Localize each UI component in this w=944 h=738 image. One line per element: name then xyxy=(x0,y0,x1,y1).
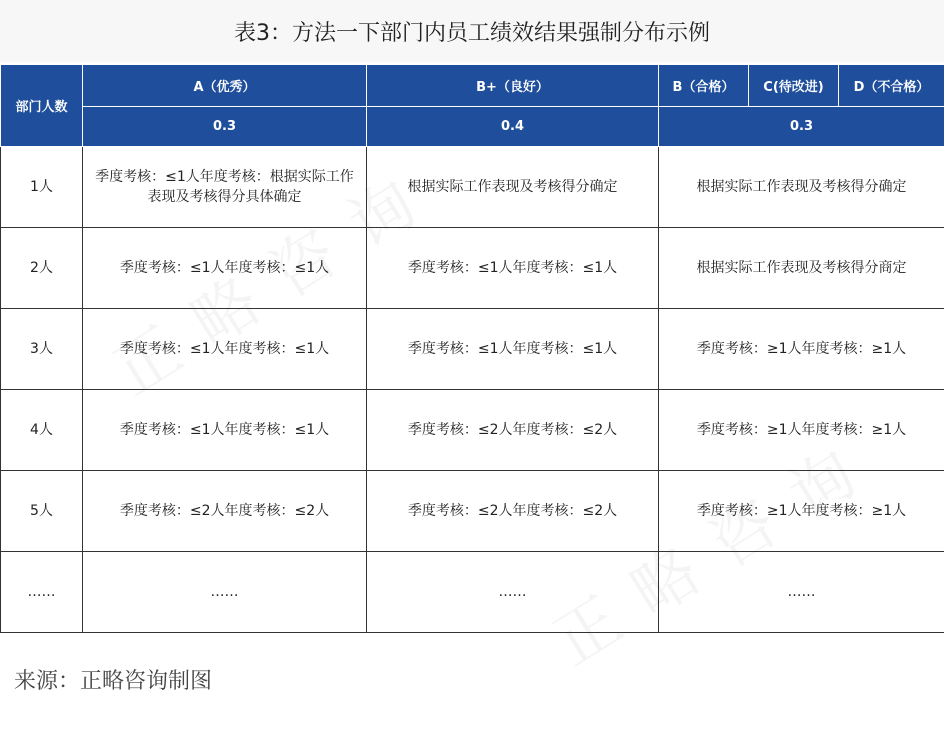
cell-bplus: 季度考核：≤1人年度考核：≤1人 xyxy=(367,309,659,390)
cell-bcd: 根据实际工作表现及考核得分确定 xyxy=(659,147,944,228)
cell-a: 季度考核：≤2人年度考核：≤2人 xyxy=(83,471,367,552)
cell-dept: 2人 xyxy=(1,228,83,309)
cell-bplus: 根据实际工作表现及考核得分确定 xyxy=(367,147,659,228)
distribution-table xyxy=(0,64,944,633)
cell-dept: …… xyxy=(1,552,83,633)
header-grade-d: D（不合格） xyxy=(839,65,944,107)
table-row xyxy=(1,552,944,633)
cell-dept: 3人 xyxy=(1,309,83,390)
cell-bcd: 根据实际工作表现及考核得分商定 xyxy=(659,228,944,309)
source-note: 来源：正略咨询制图 xyxy=(14,669,213,694)
header-grade-c: C(待改进) xyxy=(749,65,839,107)
header-grade-b: B（合格） xyxy=(659,65,749,107)
cell-bplus: …… xyxy=(367,552,659,633)
cell-bplus: 季度考核：≤1人年度考核：≤1人 xyxy=(367,228,659,309)
cell-dept: 4人 xyxy=(1,390,83,471)
ratio-a: 0.3 xyxy=(83,107,367,147)
header-dept: 部门人数 xyxy=(1,65,83,147)
ratio-bcd: 0.3 xyxy=(659,107,944,147)
ratio-bplus: 0.4 xyxy=(367,107,659,147)
cell-a: 季度考核：≤1人年度考核：≤1人 xyxy=(83,309,367,390)
cell-bcd: 季度考核：≥1人年度考核：≥1人 xyxy=(659,471,944,552)
cell-a: 季度考核：≤1人年度考核：根据实际工作表现及考核得分具体确定 xyxy=(83,147,367,228)
cell-dept: 1人 xyxy=(1,147,83,228)
cell-a: 季度考核：≤1人年度考核：≤1人 xyxy=(83,228,367,309)
cell-bplus: 季度考核：≤2人年度考核：≤2人 xyxy=(367,390,659,471)
cell-a: 季度考核：≤1人年度考核：≤1人 xyxy=(83,390,367,471)
table-row xyxy=(1,471,944,552)
header-grade-a: A（优秀） xyxy=(83,65,367,107)
cell-a: …… xyxy=(83,552,367,633)
table-row xyxy=(1,147,944,228)
cell-bcd: …… xyxy=(659,552,944,633)
table-row xyxy=(1,390,944,471)
cell-bplus: 季度考核：≤2人年度考核：≤2人 xyxy=(367,471,659,552)
header-grade-bplus: B+（良好） xyxy=(367,65,659,107)
cell-bcd: 季度考核：≥1人年度考核：≥1人 xyxy=(659,390,944,471)
cell-dept: 5人 xyxy=(1,471,83,552)
table-title: 表3：方法一下部门内员工绩效结果强制分布示例 xyxy=(0,0,944,62)
table-row xyxy=(1,309,944,390)
cell-bcd: 季度考核：≥1人年度考核：≥1人 xyxy=(659,309,944,390)
table-row xyxy=(1,228,944,309)
